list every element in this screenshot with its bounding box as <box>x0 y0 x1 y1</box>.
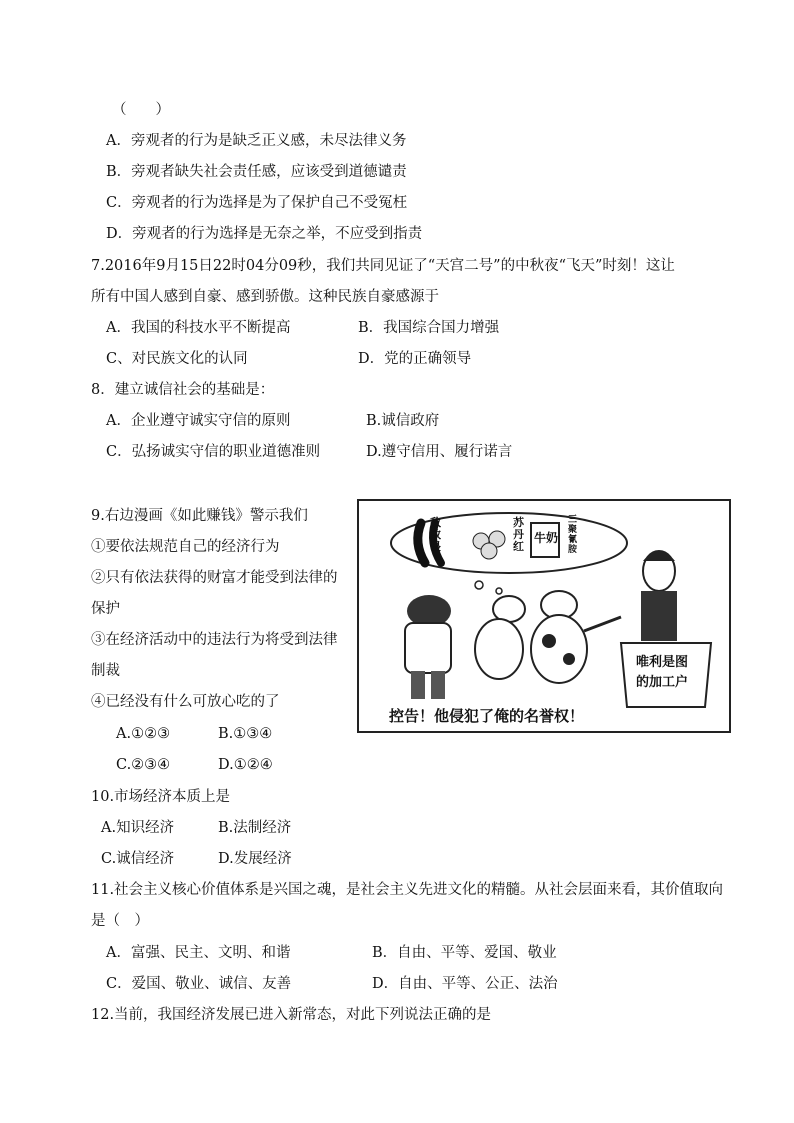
q10-option-d: D.发展经济 <box>218 851 292 867</box>
q6-option-d: D．旁观者的行为选择是无奈之举，不应受到指责 <box>106 226 423 242</box>
q12-stem: 12.当前，我国经济发展已进入新常态，对此下列说法正确的是 <box>91 1007 492 1023</box>
barrel-label-line2: 的加工户 <box>636 675 689 690</box>
q9-item-2-cont: 保护 <box>91 601 120 617</box>
q7-option-c: C、对民族文化的认同 <box>106 351 248 367</box>
cow-spot <box>563 653 575 665</box>
q9-item-3-cont: 制裁 <box>91 663 120 679</box>
q10-option-a: A.知识经济 <box>101 820 175 836</box>
q8-option-d: D.遵守信用、履行诺言 <box>366 444 513 460</box>
label-melamine: 三聚氰胺 <box>568 515 578 555</box>
pig-body <box>405 623 451 673</box>
q7-option-d: D．党的正确领导 <box>358 351 472 367</box>
egg-shape <box>481 543 497 559</box>
label-milk: 牛奶 <box>534 531 559 545</box>
q9-item-1: ①要依法规范自己的经济行为 <box>91 539 280 555</box>
label-sudan-red: 苏丹红 <box>513 516 524 553</box>
q11-option-b: B．自由、平等、爱国、敬业 <box>372 945 557 961</box>
q9-option-c: C.②③④ <box>116 757 171 773</box>
chicken-body <box>475 619 523 679</box>
pig-leg <box>431 671 445 699</box>
q8-stem: 8．建立诚信社会的基础是： <box>91 382 275 398</box>
bubble-dot-1 <box>475 581 483 589</box>
q7-stem-line2: 所有中国人感到自豪、感到骄傲。这种民族自豪感源于 <box>91 289 439 305</box>
bubble-dot-2 <box>496 588 502 594</box>
q9-option-d: D.①②④ <box>218 757 273 773</box>
q8-option-a: A．企业遵守诚实守信的原则 <box>106 413 291 429</box>
q11-option-a: A．富强、民主、文明、和谐 <box>106 945 291 961</box>
q6-paren: （ ） <box>112 102 170 118</box>
q8-option-c: C．弘扬诚实守信的职业道德准则 <box>106 444 321 460</box>
cow-body <box>531 615 587 683</box>
q9-item-3: ③在经济活动中的违法行为将受到法律 <box>91 632 338 648</box>
q11-stem-line2: 是（ ） <box>91 913 149 929</box>
q9-option-b: B.①③④ <box>218 726 273 742</box>
cartoon-caption: 控告！他侵犯了俺的名誉权！ <box>389 707 585 725</box>
cow-spot <box>542 634 556 648</box>
q11-stem-line1: 11.社会主义核心价值体系是兴国之魂，是社会主义先进文化的精髓。从社会层面来看，其价值取向 <box>91 882 724 898</box>
q11-option-d: D．自由、平等、公正、法治 <box>372 976 558 992</box>
q9-item-2: ②只有依法获得的财富才能受到法律的 <box>91 570 338 586</box>
q7-option-a: A．我国的科技水平不断提高 <box>106 320 291 336</box>
q6-option-a: A．旁观者的行为是缺乏正义感，未尽法律义务 <box>106 133 407 149</box>
barrel-label-line1: 唯利是图 <box>636 655 689 670</box>
q10-option-b: B.法制经济 <box>218 820 292 836</box>
q7-option-b: B．我国综合国力增强 <box>358 320 500 336</box>
q6-option-b: B．旁观者缺失社会责任感，应该受到道德谴责 <box>106 164 407 180</box>
q6-option-c: C．旁观者的行为选择是为了保护自己不受冤枉 <box>106 195 408 211</box>
man-hair <box>643 551 675 561</box>
cartoon-illustration <box>357 499 731 733</box>
label-dichlorvos: 敌敌畏 <box>430 516 441 553</box>
q7-stem-line1: 7.2016年9月15日22时04分09秒，我们共同见证了“天宫二号”的中秋夜“飞天”时刻！这让 <box>91 258 675 274</box>
pointing-arm <box>584 617 621 631</box>
q9-stem: 9.右边漫画《如此赚钱》警示我们 <box>91 508 308 524</box>
q8-option-b: B.诚信政府 <box>366 413 440 429</box>
q10-stem: 10.市场经济本质上是 <box>91 789 231 805</box>
man-body <box>641 591 677 641</box>
q9-option-a: A.①②③ <box>116 726 171 742</box>
pig-leg <box>411 671 425 699</box>
q11-option-c: C．爱国、敬业、诚信、友善 <box>106 976 292 992</box>
q9-item-4: ④已经没有什么可放心吃的了 <box>91 694 280 710</box>
q10-option-c: C.诚信经济 <box>101 851 175 867</box>
